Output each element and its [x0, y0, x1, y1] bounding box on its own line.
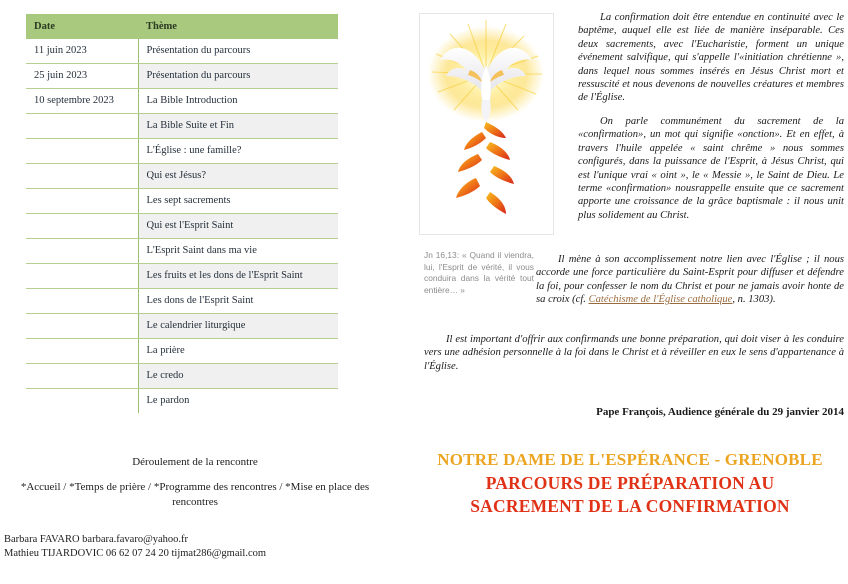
- cell-date: [26, 114, 138, 139]
- paragraph-3-text-before: Il mène à son accomplissement notre lien avec l'Église ; il nous accorde une force particulière du Saint-Esprit pour diffuser et défendre la foi, pour confesser le nom du Christ et pour ne jamais avoir honte de sa croix (cf.: [536, 254, 844, 306]
- paragraph-3-text-after: , n. 1303).: [732, 294, 776, 306]
- cell-theme: L'Église : une famille?: [138, 139, 338, 164]
- scripture-caption: Jn 16,13: « Quand il viendra, lui, l'Esprit de vérité, il vous conduira dans la vérité tout entière… »: [424, 250, 534, 295]
- course-title-line-1: PARCOURS DE PRÉPARATION AU: [485, 473, 775, 493]
- table-row: [26, 389, 338, 414]
- contacts-block: [4, 533, 404, 561]
- table-row: [26, 64, 338, 89]
- parish-name-line: NOTRE DAME DE L'ESPÉRANCE - GRENOBLE: [437, 450, 823, 469]
- table-row: [26, 114, 338, 139]
- cell-date: [26, 214, 138, 239]
- cell-theme: Les fruits et les dons de l'Esprit Saint: [138, 264, 338, 289]
- table-row: [26, 339, 338, 364]
- cell-date: [26, 239, 138, 264]
- cell-theme: Le calendrier liturgique: [138, 314, 338, 339]
- cell-theme: Présentation du parcours: [138, 64, 338, 89]
- table-header-row: [26, 14, 338, 39]
- table-row: [26, 289, 338, 314]
- cell-theme: Les sept sacrements: [138, 189, 338, 214]
- table-row: [26, 189, 338, 214]
- schedule-table: [26, 14, 338, 413]
- cell-theme: Le pardon: [138, 389, 338, 414]
- cell-theme: Qui est l'Esprit Saint: [138, 214, 338, 239]
- cell-date: [26, 189, 138, 214]
- cell-theme: La Bible Introduction: [138, 89, 338, 114]
- holy-spirit-dove-icon: [419, 13, 554, 235]
- attribution-line: Pape François, Audience générale du 29 janvier 2014: [596, 406, 844, 418]
- table-row: [26, 164, 338, 189]
- catechism-link[interactable]: Catéchisme de l'Église catholique: [588, 294, 733, 306]
- cell-date: [26, 264, 138, 289]
- paragraph-link-with-church: [536, 253, 844, 307]
- cell-date: [26, 364, 138, 389]
- paragraph-preparation: Il est important d'offrir aux confirmands une bonne préparation, qui doit viser à les conduire vers une adhésion personnelle à la foi dans le Christ et à réveiller en eux le sens d'appartenance à l'Église.: [424, 334, 844, 372]
- left-column: [0, 0, 410, 584]
- deroulement-section: [0, 456, 390, 510]
- table-row: [26, 139, 338, 164]
- parish-title-block: [412, 448, 848, 518]
- table-row: [26, 89, 338, 114]
- cell-theme: La Bible Suite et Fin: [138, 114, 338, 139]
- table-row: [26, 239, 338, 264]
- column-header-theme: Thème: [138, 14, 338, 39]
- cell-date: [26, 289, 138, 314]
- cell-date: 25 juin 2023: [26, 64, 138, 89]
- cell-date: 11 juin 2023: [26, 39, 138, 64]
- paragraph-confirmation-meaning: On parle communément du sacrement de la «confirmation», un mot qui signifie «onction». Et en effet, à travers l'huile appelée « saint chrême » nous sommes configurés, dans la puissance de l'Esprit, à Jésus Christ, qui est l'unique vrai « oint », le « Messie », le Saint de Dieu. Le terme «confirmation» nousrappelle ensuite que ce sacrement apporte une croissance de la grâce baptismale : il nous unit plus solidement au Christ.: [578, 116, 844, 221]
- schedule-table-body: [26, 39, 338, 413]
- cell-theme: La prière: [138, 339, 338, 364]
- cell-theme: Présentation du parcours: [138, 39, 338, 64]
- paragraph-confirmation-baptism: La confirmation doit être entendue en continuité avec le baptême, auquel elle est liée de manière inséparable. Ces deux sacrements, avec l'Eucharistie, forment un unique événement salvifique, qui s'appelle l'«initiation chrétienne », dans lequel nous sommes insérés en Jésus Christ mort et ressuscité et nous devenons de nouvelles créatures et membres de l'Église.: [578, 12, 844, 104]
- cell-date: [26, 164, 138, 189]
- cell-date: [26, 389, 138, 414]
- cell-theme: Les dons de l'Esprit Saint: [138, 289, 338, 314]
- cell-theme: L'Esprit Saint dans ma vie: [138, 239, 338, 264]
- cell-date: [26, 339, 138, 364]
- table-row: [26, 264, 338, 289]
- schedule-table-head: [26, 14, 338, 39]
- column-header-date: Date: [26, 14, 138, 39]
- table-row: [26, 314, 338, 339]
- cell-date: 10 septembre 2023: [26, 89, 138, 114]
- contact-line-mathieu: Mathieu TIJARDOVIC 06 62 07 24 20 tijmat286@gmail.com: [4, 548, 267, 559]
- deroulement-title: Déroulement de la rencontre: [132, 456, 258, 468]
- table-row: [26, 364, 338, 389]
- table-row: [26, 214, 338, 239]
- course-title-line-2: SACREMENT DE LA CONFIRMATION: [470, 496, 790, 516]
- cell-theme: Le credo: [138, 364, 338, 389]
- deroulement-steps: *Accueil / *Temps de prière / *Programme des rencontres / *Mise en place des rencontres: [20, 481, 370, 508]
- table-row: [26, 39, 338, 64]
- cell-theme: Qui est Jésus?: [138, 164, 338, 189]
- contact-line-barbara: Barbara FAVARO barbara.favaro@yahoo.fr: [4, 534, 189, 545]
- cell-date: [26, 139, 138, 164]
- cell-date: [26, 314, 138, 339]
